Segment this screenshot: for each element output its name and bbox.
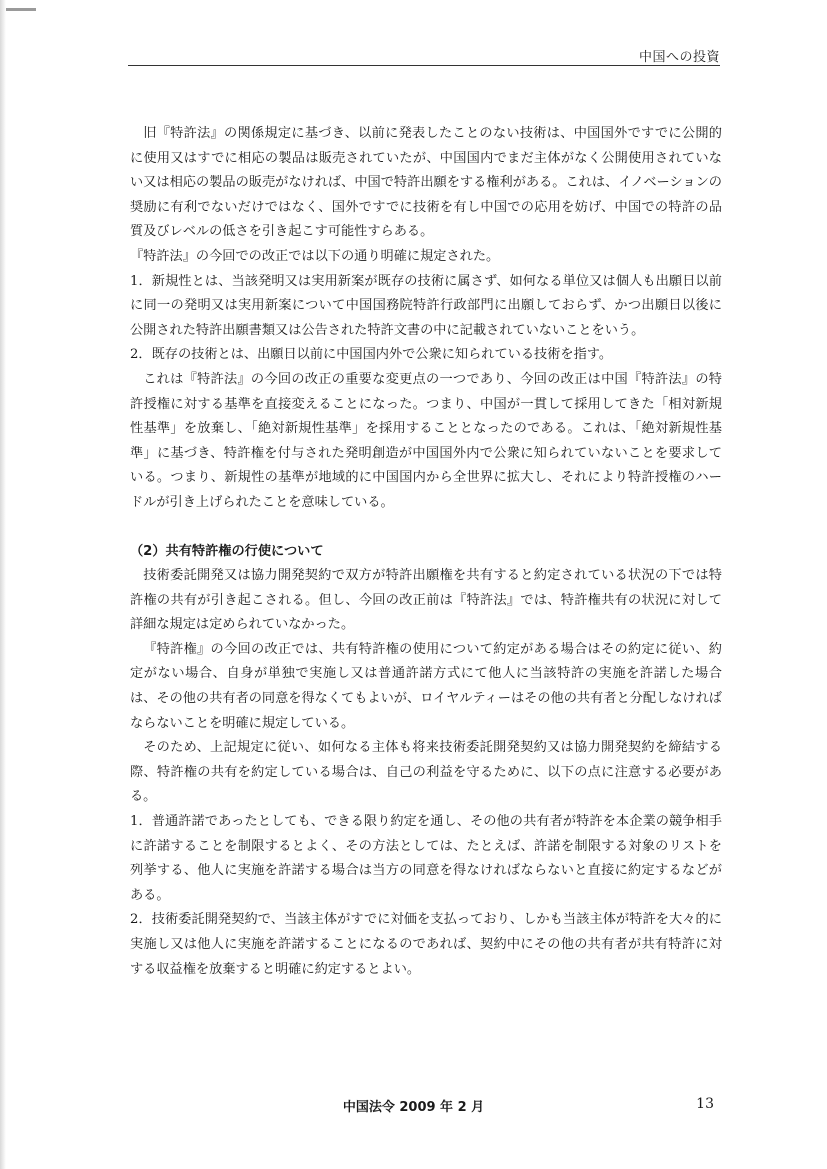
list-item: 2．技術委託開発契約で、当該主体がすでに対価を支払っており、しかも当該主体が特許を大々的に実施し又は他人に実施を許諾することになるのであれば、契約中にその他の共有者が共有特許に対する収益権を放棄すると明確に約定するとよい。 bbox=[130, 912, 722, 977]
spacer bbox=[130, 516, 722, 540]
footer-publication: 中国法令 2009 年 2 月 bbox=[342, 1100, 485, 1115]
list-item: 2．既存の技術とは、出願日以前に中国国内外で公衆に知られている技術を指す。 bbox=[130, 347, 613, 363]
paragraph: 旧『特許法』の関係規定に基づき、以前に発表したことのない技術は、中国国外ですでに公開的に使用又はすでに相応の製品は販売されていたが、中国国内でまだ主体がなく公開使用されていない又は相応の製品の販売がなければ、中国で特許出願をする権利がある。これは、イノベーションの奨励に有利でないだけではなく、国外ですでに技術を有し中国での応用を妨げ、中国での特許の品質及びレベルの低さを引き起こす可能性すらある。 bbox=[130, 126, 722, 240]
scan-mark bbox=[6, 8, 36, 11]
list-item: 1．新規性とは、当該発明又は実用新案が既存の技術に属さず、如何なる単位又は個人も出願日以前に同一の発明又は実用新案について中国国務院特許行政部門に出願しておらず、かつ出願日以後に公開された特許出願書類又は公告された特許文書の中に記載されていないことをいう。 bbox=[130, 273, 722, 338]
list-item: 1．普通許諾であったとしても、できる限り約定を通し、その他の共有者が特許を本企業の競争相手に許諾することを制限するとよく、その方法としては、たとえば、許諾を制限する対象のリストを列挙する、他人に実施を許諾する場合は当方の同意を得なければならないと直接に約定するなどがある。 bbox=[130, 814, 722, 903]
paragraph: 『特許権』の今回の改正では、共有特許権の使用について約定がある場合はその約定に従い、約定がない場合、自身が単独で実施し又は普通許諾方式にて他人に当該特許の実施を許諾した場合は、その他の共有者の同意を得なくてもよいが、ロイヤルティーはその他の共有者と分配しなければならないことを明確に規定している。 bbox=[130, 641, 722, 731]
header-rule bbox=[128, 65, 720, 66]
body-text bbox=[130, 122, 722, 982]
paragraph: これは『特許法』の今回の改正の重要な変更点の一つであり、今回の改正は中国『特許法』の特許授権に対する基準を直接変えることになった。つまり、中国が一貫して採用してきた「相対新規性基準」を放棄し、「絶対新規性基準」を採用することとなったのである。これは、「絶対新規性基準」に基づき、特許権を付与された発明創造が中国国外内で公衆に知られていないことを要求している。つまり、新規性の基準が地域的に中国国内から全世界に拡大し、それにより特許授権のハードルが引き上げられたことを意味している。 bbox=[130, 371, 722, 510]
page-number: 13 bbox=[696, 1096, 714, 1112]
running-header: 中国への投資 bbox=[638, 50, 720, 65]
page-edge-shadow bbox=[0, 0, 6, 1169]
section-heading: （2）共有特許権の行使について bbox=[130, 543, 324, 559]
paragraph: 『特許法』の今回での改正では以下の通り明確に規定された。 bbox=[130, 248, 500, 264]
paragraph: 技術委託開発又は協力開発契約で双方が特許出願権を共有すると約定されている状況の下では特許権の共有が引き起こされる。但し、今回の改正前は『特許法』では、特許権共有の状況に対して詳細な規定は定められていなかった。 bbox=[130, 568, 722, 633]
paragraph: そのため、上記規定に従い、如何なる主体も将来技術委託開発契約又は協力開発契約を締結する際、特許権の共有を約定している場合は、自己の利益を守るために、以下の点に注意する必要がある。 bbox=[130, 740, 722, 805]
